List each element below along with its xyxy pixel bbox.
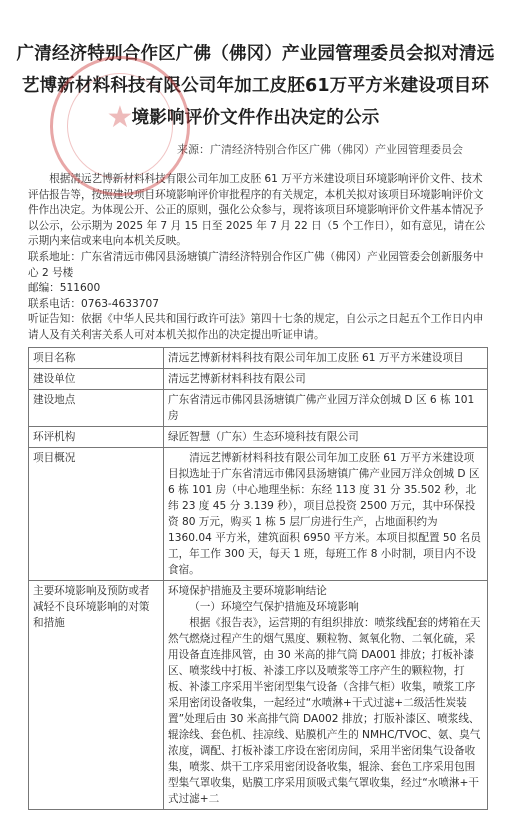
overview-text: 清远艺博新材料科技有限公司年加工皮胚 61 万平方米建设项目拟选址于广东省清远市佛冈县汤塘镇广佛产业园万洋众创城 D 区 6 栋 101 房（中心地理坐标：东经 113 度 31 分 35.502 秒，北纬 23 度 45 分 3.139 秒），项目总投资 2500 万元，其中环保投资 80 万元，购买 1 栋 5 层厂房进行生产，占地面积约为 1360.04 平方米，建筑面积 6950 平方米。本项目拟配置 50 名员工，年工作 300 天，每天 1 班，每班工作 8 小时制，项目内不设食宿。 (168, 451, 481, 576)
table-row (29, 389, 488, 426)
measures-body: 根据《报告表》，运营期的有组织排放：喷浆线配套的烤箱在天然气燃烧过程产生的烟气黑度、颗粒物、氮氧化物、二氧化硫，采用设备直连排风管，由 30 米高的排气筒 DA001 排放；打板补漆区、喷浆线中打板、补漆工序以及喷浆等工序产生的颗粒物，打板、补漆工序采用半密闭型集气设备（含排气柜）收集，喷浆工序采用密闭设备收集，一起经过“水喷淋+干式过滤+二级活性炭装置”处理后由 30 米高排气筒 DA002 排放；打版补漆区、喷浆线、辊涂线、套色机、挂凉线、贴膜机产生的 NMHC/TVOC、氨、臭气浓度，调配、打板补漆工序设在密闭房间，采用半密闭集气设备收集，喷浆、烘干工序采用密闭设备收集，辊涂、套色工序采用包围型集气罩收集，贴膜工序采用顶吸式集气罩收集，经过“水喷淋+干式过滤+二 (168, 616, 481, 805)
row-value-project-name: 清远艺博新材料科技有限公司年加工皮胚 61 万平方米建设项目 (164, 347, 488, 368)
table-row (29, 447, 488, 580)
intro-paragraph: 根据清远艺博新材料科技有限公司年加工皮胚 61 万平方米建设项目环境影响评价文件、技术评估报告等，按照建设项目环境影响评价审批程序的有关规定，本机关拟对该项目环境影响评价文件作出决定。为体现公开、公正的原则，强化公众参与，现将该项目环境影响评价文件基本情况予以公示，公示期为 2025 年 7 月 15 日至 2025 年 7 月 22 日（5 个工作日），如有意见，请在公示期内来信或来电向本机关反映。 (28, 173, 486, 248)
row-label-project-name: 项目名称 (29, 347, 164, 368)
row-value-eia-agency: 绿匠智慧（广东）生态环境科技有限公司 (164, 426, 488, 447)
row-value-impact-measures (164, 580, 488, 809)
table-row (29, 347, 488, 368)
table-row (29, 368, 488, 389)
official-seal-icon: ★ (50, 56, 190, 196)
contact-address: 联系地址：广东省清远市佛冈县汤塘镇广清经济特别合作区广佛（佛冈）产业园管委会创新服务中心 2 号楼 (28, 250, 484, 279)
row-label-overview: 项目概况 (29, 447, 164, 580)
row-label-builder: 建设单位 (29, 368, 164, 389)
project-info-table (28, 347, 488, 810)
row-label-impact-measures: 主要环境影响及预防或者减轻不良环境影响的对策和措施 (29, 580, 164, 809)
hearing-notice: 听证告知：依据《中华人民共和国行政许可法》第四十七条的规定，自公示之日起五个工作日内申请人及有关利害关系人可对本机关拟作出的决定提出听证申请。 (28, 313, 484, 341)
notice-title: 广清经济特别合作区广佛（佛冈）产业园管理委员会拟对清远艺博新材料科技有限公司年加工皮胚61万平方米建设项目环境影响评价文件作出决定的公示 (16, 44, 495, 128)
table-row (29, 580, 488, 809)
contact-phone: 联系电话：0763-4633707 (28, 297, 159, 310)
row-value-overview (164, 447, 488, 580)
notice-body (28, 172, 487, 344)
row-label-location: 建设地点 (29, 389, 164, 426)
measures-heading: 环境保护措施及主要环境影响结论 (168, 584, 327, 597)
postcode: 邮编：511600 (28, 282, 101, 295)
row-value-location: 广东省清远市佛冈县汤塘镇广佛产业园万洋众创城 D 区 6 栋 101 房 (164, 389, 488, 426)
notice-source: 来源：广清经济特别合作区广佛（佛冈）产业园管理委员会 (177, 143, 463, 156)
row-label-eia-agency: 环评机构 (29, 426, 164, 447)
measures-subheading: （一）环境空气保护措施及环境影响 (189, 600, 359, 613)
row-value-builder: 清远艺博新材料科技有限公司 (164, 368, 488, 389)
table-row (29, 426, 488, 447)
